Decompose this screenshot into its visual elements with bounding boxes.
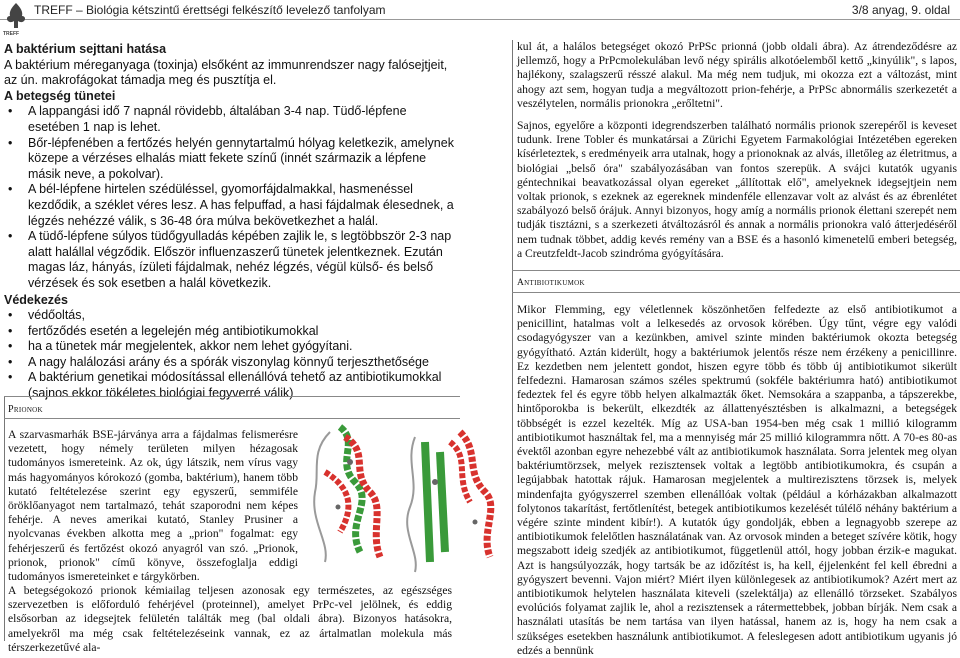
prionok-paragraph: A szarvasmarhák BSE-járványa arra a fájdalmas felismerésre vezetett, hogy némely területen milyen hézagosak tudományos ismereteink. Az ok, úgy látszik, nem vírus vagy más hagyományos kórokozó (gomba, baktérium), hanem több kutató feltételezése szerint egy egyszerű, semmiféle öröklőanyagot nem tartalmazó, tehát szaporodni nem képes fehérje. A neves amerikai kutató, Stanley Prusiner a nyolcvanas években alkotta meg a „prion" fogalmat: egy fehérjeszerű és fertőzést okozó anyagról van szó. „Prionok, prionok, prionok" című könyve, összefoglalja eddigi tudományos ismereteinket e tárgykörben.	[8, 428, 298, 584]
hatas-paragraph: A baktérium méreganyaga (toxinja) elsőként az immunrendszer nagy falósejtjeit, az ún. makrofágokat támadja meg és pusztítja el.	[4, 57, 448, 88]
antibiotikumok-rule-bottom	[512, 292, 960, 293]
prion-box-border	[4, 396, 5, 641]
section-heading-vedekezes: Védekezés	[4, 292, 68, 307]
prion-protein-structure-figure	[300, 412, 505, 577]
list-item: • A nagy halálozási arány és a spórák viszonylag könnyű terjeszthetősége	[28, 355, 460, 371]
page-header	[0, 0, 960, 20]
antibiotikumok-heading-text: Antibiotikumok	[517, 278, 585, 288]
prionok-heading-text: Prionok	[8, 404, 43, 415]
prpc-structure	[314, 427, 380, 562]
treff-logo	[4, 2, 28, 32]
antibiotikumok-heading	[517, 278, 585, 288]
list-item: • fertőződés esetén a legelején még antibiotikumokkal	[28, 324, 460, 340]
header-page-info: 3/8 anyag, 9. oldal	[851, 3, 950, 17]
left-column	[4, 42, 460, 402]
list-item: • A lappangási idő 7 napnál rövidebb, általában 3-4 nap. Tüdő-lépfene esetében 1 nap is lehet.	[28, 104, 460, 135]
list-item: • A bél-lépfene hirtelen szédüléssel, gyomorfájdalmakkal, hasmenéssel kezdődik, a széklet véres lesz. A has felpuffad, a hasi fájdalmak élesednek, a légzés nehézzé válik, s 36-48 óra múlva bekövetkezhet a halál.	[28, 182, 460, 229]
prion-rule-top	[4, 396, 460, 397]
antibiotikumok-rule-top	[512, 270, 960, 271]
prionok-bottom-paragraph: A betegségokozó prionok kémiailag teljesen azonosak egy természetes, az egészséges szervezetben is előforduló fehérjével (proteinnel), amelyet PrPc-vel jelölnek, és eddig elsősorban az idegsejtek felületén találták meg (bal oldali ábra). Bizonyos hatásokra, amelyekről ma még csak feltételezéseink vannak, ez az ártalmatlan molekula más térszerkezetűvé ala-	[8, 584, 452, 654]
antibiotikumok-paragraph: Mikor Flemming, egy véletlennek köszönhetően felfedezte az első antibiotikumot a penicillint, hatalmas volt a lelkesedés az orvosok körében. Úgy tűnt, végre egy valódi csodagyógyszer van a kezünkben, amivel szinte minden baktériumok okozta betegség gyógyítható. Aztán kiderült, hogy a baktériumok jelentős része nem érzékeny a penicillinre. Ez kezdetben nem jelentett gondot, hiszen egyre több és több új antibiotikumot sikerült felfedezni. Hamarosan számos széles spektrumú (sokféle baktériumra ható) antibiotikumot fedeztek fel és egyre több helyen alkalmazták őket. Nemsokára a szappanba, a tápszerekbe, hintőporokba is bekerült, elkezdték az állattenyésztésben is alkalmazni, a betegségek többségét is ezzel kezelték. Míg az USA-ban 1954-ben még csak 1 millió kilogramm antibiotikumot használtak fel, ma a mennyiség már 25 millió kilogrammra nőtt. A 70-es 80-as évektől azonban egyre nehezebbé vált az antibiotikumok használata. Sorra jelentek meg olyan baktériumtörzsek, melyek rezisztensek voltak a legtöbb antibiotikumokra, és csupán a legújabbak hatottak rájuk. Hamarosan megjelentek a multirezisztens törzsek is, melyek mindenfajta gyógyszerrel szemben ellenállóak voltak (például a kórházakban alkalmazott folytonos takarítást, fertőtlenítést, betegek antibiotikumos kezelését túlélő néhány baktérium a végére szinte mindent kibír!). A kutatók úgy gondolják, ebben a legnagyobb szerepe az antibiotikumok felelőtlen használatának van. Az orvosok minden a beteget szívére kötik, hogy megszabott ideig szedjék az antibiotikumot, függetlenül attól, hogy jobban érzik-e magukat. Azt is hangsúlyozzák, hogy tartsák be az időzítést is, ha kell, éjjelenként fel kell ébredni a gyógyszert bevenni. Vajon miért? Miért ilyen különlegesek az antibiotikumok? Azért mert az antibiotikumok helytelen használata kiteveli (szelektálja) az ellenálló törzseket. Szabályos evolúciós folyamat zajlik le, ahol a rezisztensek a rátermettebbek, jobban bírják. Nem csak a használati utasítás be nem tartása van ilyen hatással, hanem az is, hogy ha nem csak a szükséges esetekben használunk antibiotikumot. A feleslegesen adott antibiotikum ugyanis jó edzés a bennünk	[517, 303, 957, 657]
section-heading-tunetei: A betegség tünetei	[4, 88, 116, 103]
list-item: • védőoltás,	[28, 308, 460, 324]
logo-text: TREFF	[3, 31, 20, 37]
right-paragraph-1: kul át, a halálos betegséget okozó PrPSc prionná (jobb oldali ábra). Az átrendeződésre az jellemző, hogy a PrPcmolekulában levő négy spirális alkotóelemből kettő „kinyúlik", s lapos, hajlékony, szalagszerű résszé alakul. Ma még nem tudjuk, mi okozza ezt a változást, mint ahogy azt sem, hogyan tudja a megváltozott prion-fehérje, a PrPSc abnormális szerkezetét a veszélytelen, normális prionokra „erőltetni".	[517, 40, 957, 110]
prionok-heading	[8, 404, 43, 415]
list-item: • Bőr-lépfenében a fertőzés helyén gennytartalmú hólyag keletkezik, amelynek közepe a vérzéses elhalás miatt fekete színű (innét származik a lépfene másik neve, a pokolvar).	[28, 136, 460, 183]
prpsc-structure	[407, 432, 491, 572]
list-item: • A tüdő-lépfene súlyos tüdőgyulladás képében zajlik le, s legtöbbször 2-3 nap alatt halállal végződik. Először influenzaszerű tünetek jelentkeznek. Ezután magas láz, hányás, ízületi fájdalmak, nehéz légzés, végül külső- és belső vérzések és sok esetben a halál következik.	[28, 229, 460, 291]
list-item: • A baktérium genetikai módosítással ellenállóvá tehető az antibiotikumokkal (sajnos ekkor tökéletes biológiai fegyverré válik)	[28, 370, 460, 401]
right-paragraph-2: Sajnos, egyelőre a központi idegrendszerben található normális prionok szerepéről is keveset tudunk. Irene Tobler és munkatársai a Zürichi Egyetem Farmakológiai Intézetében egereken kísérleteztek, s eredményeik arra utalnak, hogy a prionoknak az alvás, illetőleg az életritmus, a biológiai „belső óra" szabályozásában van fontos szerepük. A svájci kutatók ugyanis géntechnikai beavatkozással olyan egereket „állítottak elő", amelyeknek idegsejtjein nem voltak prionok, s ezeknek az egereknek mindenféle ellenzavar volt az alvást és az ébrenlétet szabályozó belső órájuk. Annyi bizonyos, hogy amíg a normális prionok élettani szerepét nem tudják tisztázni, s a szerkezeti átváltozásról és annak a normális prionokra való átterjedéséről nem tudnak többet, addig kevés remény van a BSE és a hasonló kimenetelű emberi betegség, a Creutzfeldt-Jacob szindróma gyógyítására.	[517, 119, 957, 260]
header-title: TREFF – Biológia kétszintű érettségi felkészítő levelező tanfolyam	[34, 3, 386, 17]
vedekezes-list	[4, 308, 460, 402]
tunetei-list	[4, 104, 460, 291]
list-item: • ha a tünetek már megjelentek, akkor nem lehet gyógyítani.	[28, 339, 460, 355]
section-heading-hatas: A baktérium sejttani hatása	[4, 42, 167, 56]
